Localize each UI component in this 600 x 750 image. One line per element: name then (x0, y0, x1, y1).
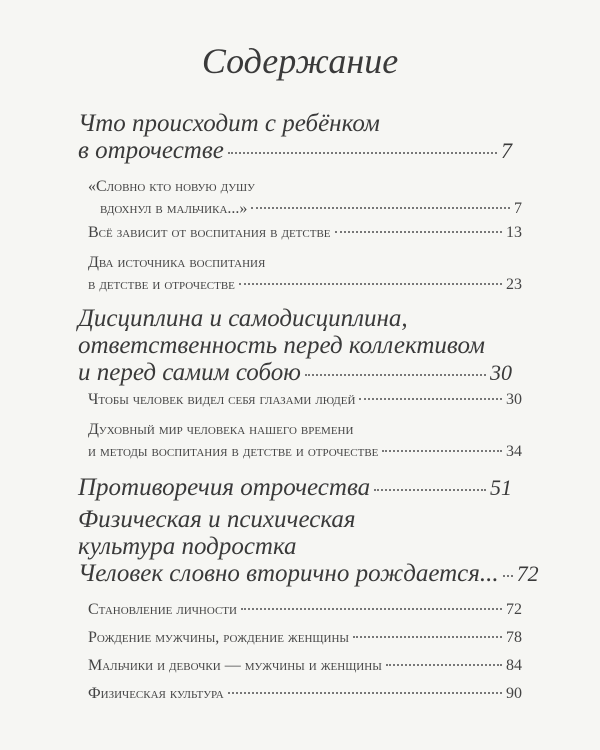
section-title-line: «Словно кто новую душу (88, 178, 255, 195)
section-title-line: Рождение мужчины, рождение женщины (88, 629, 350, 646)
section-title-line: и методы воспитания в детстве и отрочестве (88, 443, 379, 460)
dot-leader (241, 608, 502, 610)
section-title-line: Два источника воспитания (88, 254, 266, 271)
page-number: 23 (506, 276, 522, 293)
page-number: 7 (514, 200, 522, 217)
dot-leader (382, 450, 502, 452)
chapter-title-line: Противоречия отрочества (78, 474, 371, 501)
page-number: 13 (506, 224, 522, 241)
toc-section[interactable] (78, 419, 522, 463)
section-title-line: в детстве и отрочестве (88, 276, 235, 293)
dot-leader (228, 152, 497, 154)
dot-leader (228, 692, 502, 694)
section-title-line: Духовный мир человека нашего времени (88, 421, 354, 438)
section-title-line: Чтобы человек видел себя глазами людей (88, 391, 356, 408)
chapter-title-line: Дисциплина и самодисциплина, (78, 305, 408, 332)
chapter-title-line: ответственность перед коллективом (78, 332, 485, 359)
page-number: 90 (506, 685, 522, 702)
toc-chapter-2[interactable] (78, 305, 512, 386)
page-number: 34 (506, 443, 522, 460)
section-title-line: вдохнул в мальчика...» (100, 200, 248, 217)
chapter-title-line: в отрочестве (78, 137, 224, 164)
page-number: 72 (516, 561, 539, 586)
dot-leader (353, 636, 502, 638)
page-number: 30 (506, 391, 522, 408)
dot-leader (305, 374, 486, 376)
toc-section[interactable] (78, 683, 522, 705)
chapter-title-line: Человек словно вторично рождается... (78, 560, 499, 587)
page-number: 78 (506, 629, 522, 646)
toc-section[interactable] (78, 252, 522, 296)
dot-leader (374, 489, 486, 491)
toc-chapter-4[interactable] (78, 506, 539, 587)
toc-section[interactable] (78, 222, 522, 244)
dot-leader (386, 664, 502, 666)
page-number: 51 (490, 475, 512, 500)
page-number: 30 (490, 360, 512, 385)
dot-leader (335, 231, 503, 233)
chapter-title-line: и перед самим собою (78, 359, 301, 386)
toc-chapter-3[interactable] (78, 474, 512, 501)
dot-leader (359, 398, 502, 400)
dot-leader (503, 575, 513, 577)
chapter-title-line: культура подростка (78, 533, 297, 560)
page-title: Содержание (201, 41, 399, 81)
toc-chapter-1[interactable] (78, 110, 512, 164)
section-title-line: Физическая культура (88, 685, 224, 702)
page-number: 84 (506, 657, 522, 674)
dot-leader (251, 207, 510, 209)
toc-section[interactable] (78, 389, 522, 411)
section-title-line: Мальчики и девочки — мужчины и женщины (88, 657, 382, 674)
section-title-line: Всё зависит от воспитания в детстве (88, 224, 331, 241)
dot-leader (239, 283, 502, 285)
section-title-line: Становление личности (88, 601, 237, 618)
page-number: 7 (501, 138, 512, 163)
toc-section[interactable] (78, 176, 522, 220)
page-number: 72 (506, 601, 522, 618)
toc-section[interactable] (78, 655, 522, 677)
toc-section[interactable] (78, 599, 522, 621)
chapter-title-line: Физическая и психическая (78, 506, 356, 533)
chapter-title-line: Что происходит с ребёнком (78, 110, 380, 137)
toc-section[interactable] (78, 627, 522, 649)
